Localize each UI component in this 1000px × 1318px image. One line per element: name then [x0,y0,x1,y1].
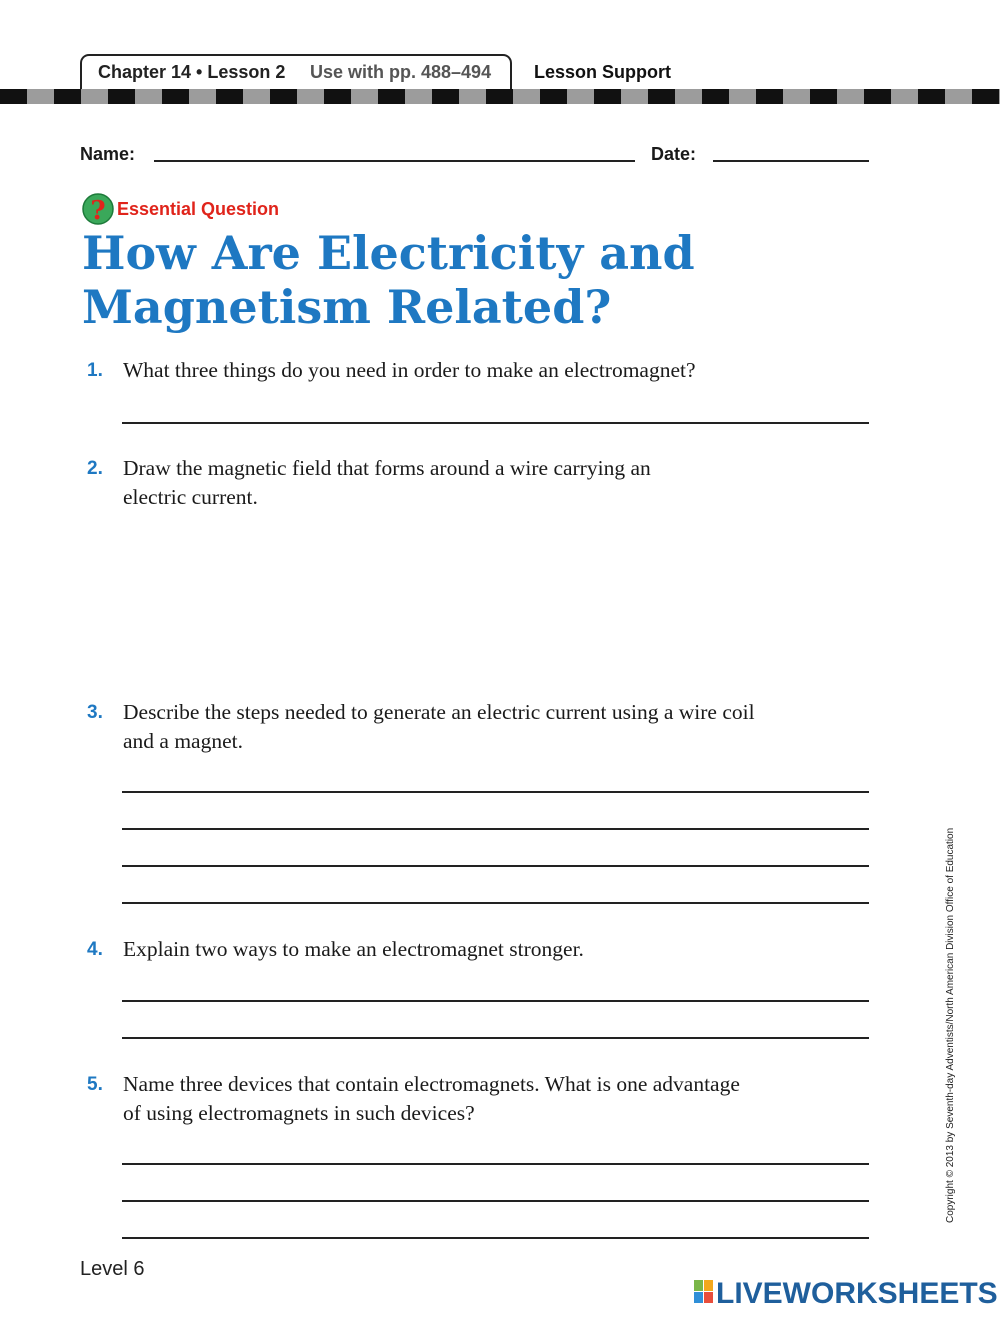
drawing-area[interactable] [122,520,869,690]
question-text-line: electric current. [123,485,258,509]
answer-line[interactable] [122,828,869,830]
answer-line[interactable] [122,1000,869,1002]
name-label: Name: [80,144,136,164]
date-field[interactable] [713,160,869,162]
question-mark-icon [82,193,114,225]
date-label: Date: [651,144,697,164]
question-text-line: and a magnet. [123,729,243,753]
copyright-notice: Copyright © 2013 by Seventh-day Adventists/North American Division Office of Education [945,827,956,1223]
title-line-1: How Are Electricity and [82,226,695,280]
name-field[interactable] [154,160,635,162]
chapter-lesson: Chapter 14 • Lesson 2 [98,62,286,82]
question-text-line: Describe the steps needed to generate an electric current using a wire coil [123,700,755,724]
answer-line[interactable] [122,865,869,867]
answer-line[interactable] [122,1163,869,1165]
question-text-line: What three things do you need in order to make an electromagnet? [123,358,696,382]
answer-line[interactable] [122,1037,869,1039]
header-stripe [0,89,1000,104]
question-text-line: Name three devices that contain electromagnets. What is one advantage [123,1072,740,1096]
answer-line[interactable] [122,1237,869,1239]
question-number: 2. [87,458,103,479]
svg-text:?: ? [90,196,106,225]
question-text [123,1070,740,1128]
question-text [123,356,696,385]
question-number: 3. [87,702,103,723]
answer-line[interactable] [122,1200,869,1202]
question-text [123,698,755,756]
question-text-line: Draw the magnetic field that forms around a wire carrying an [123,456,651,480]
question-number: 4. [87,939,103,960]
liveworksheets-brand[interactable]: LIVEWORKSHEETS [716,1277,998,1310]
answer-line[interactable] [122,422,869,424]
section-label: Lesson Support [534,62,672,82]
question-text-line: of using electromagnets in such devices? [123,1101,475,1125]
question-text [123,935,584,964]
liveworksheets-logo-icon [694,1278,714,1306]
page-range: Use with pp. 488–494 [310,62,492,82]
answer-line[interactable] [122,902,869,904]
page-title [82,226,782,334]
answer-line[interactable] [122,791,869,793]
question-text [123,454,651,512]
essential-question-label: Essential Question [117,199,280,219]
question-number: 5. [87,1074,103,1095]
question-number: 1. [87,360,103,381]
level-label: Level 6 [80,1258,145,1280]
title-line-2: Magnetism Related? [82,280,612,334]
question-text-line: Explain two ways to make an electromagnet stronger. [123,937,584,961]
